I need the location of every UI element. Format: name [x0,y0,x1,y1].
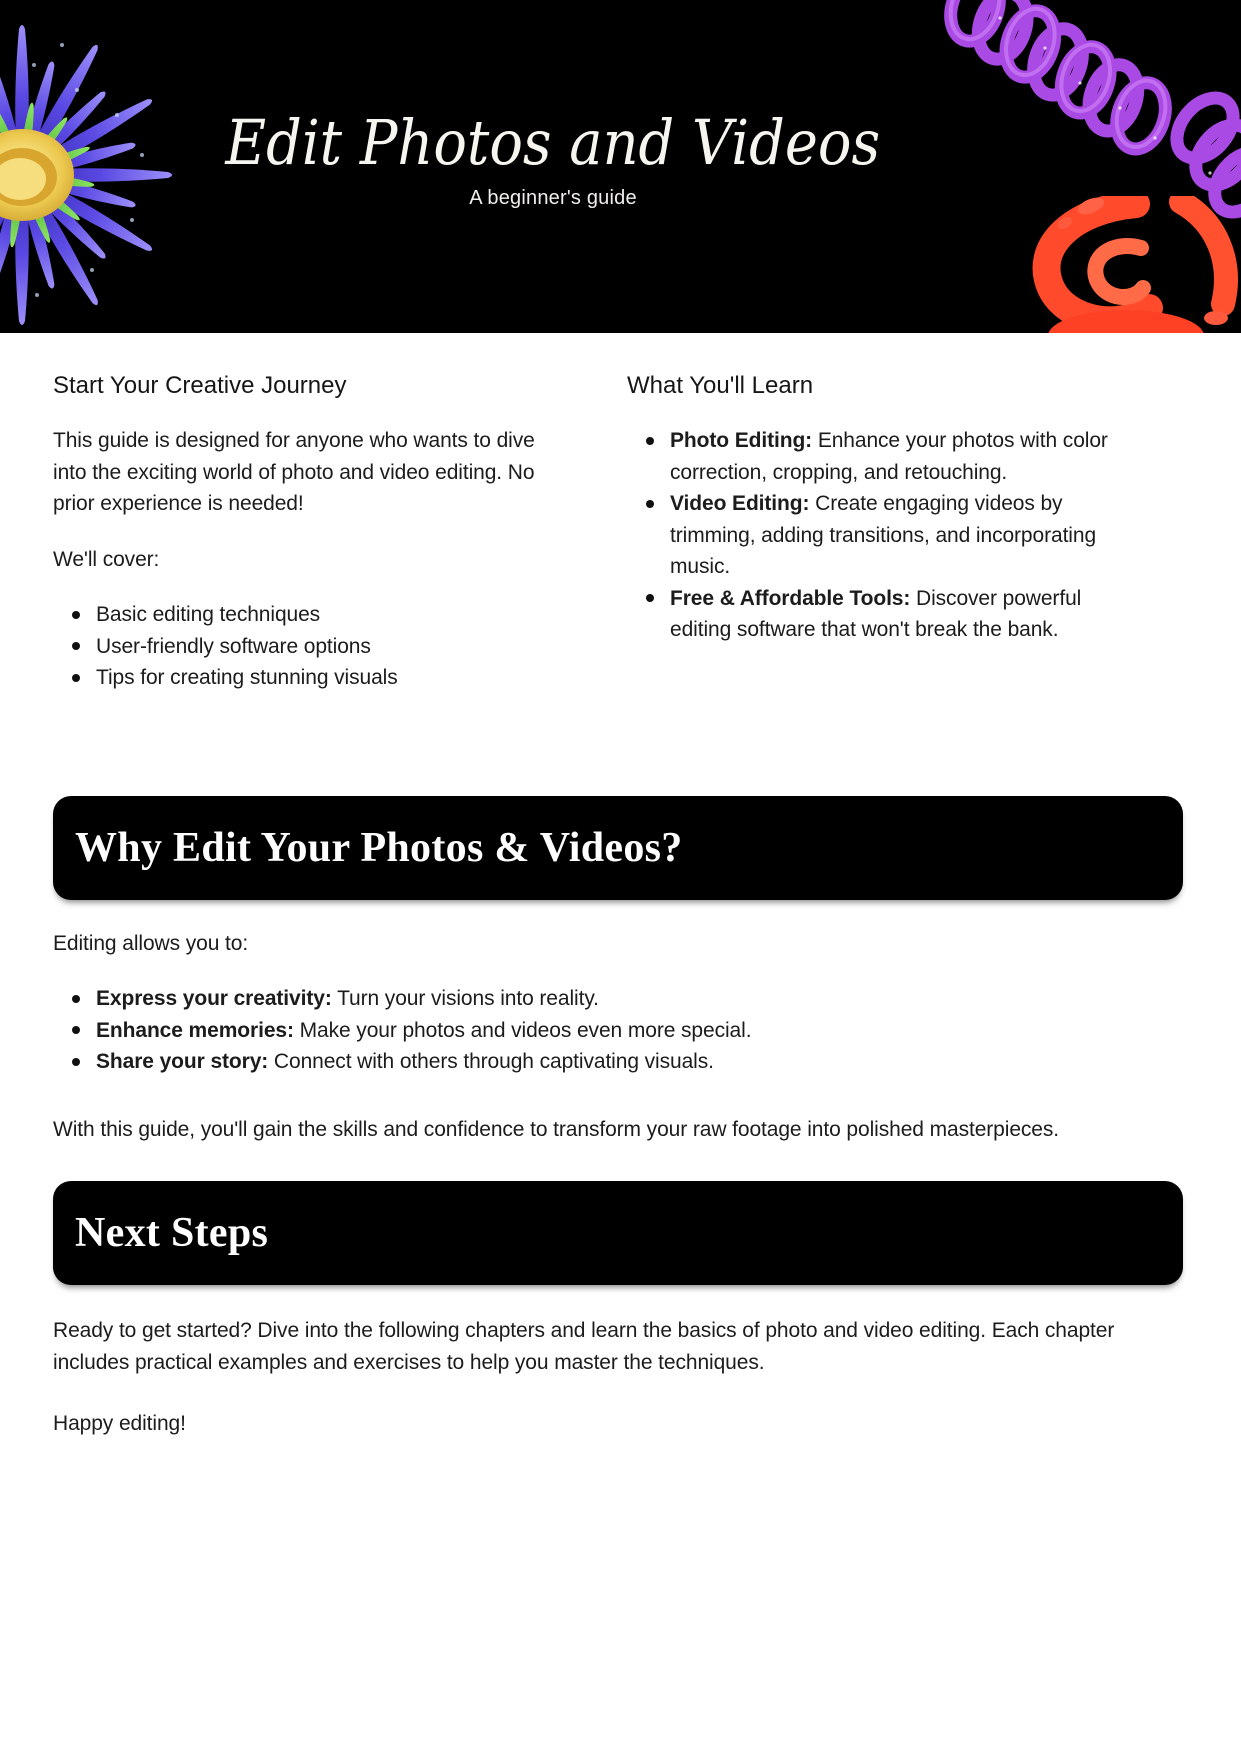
list-item: Basic editing techniques [53,599,573,631]
header-band [0,0,1241,333]
editing-allows-intro: Editing allows you to: [53,931,249,955]
section-heading-what-youll-learn: What You'll Learn [627,372,814,399]
banner-title: Next Steps [75,1210,269,1256]
list-item [53,1046,1183,1078]
intro-right-column [627,371,1115,694]
page-subtitle: A beginner's guide [469,187,637,210]
list-item-label: Enhance memories: [96,1018,294,1042]
list-item-text: Enhance your photos with color correction, cropping, and retouching. [670,429,1108,484]
section-heading-creative-journey: Start Your Creative Journey [53,372,347,399]
confidence-paragraph: With this guide, you'll gain the skills and confidence to transform your raw footage into polished masterpieces. [53,1117,1060,1141]
list-item: User-friendly software options [53,631,573,663]
banner-title: Why Edit Your Photos & Videos? [75,824,683,871]
closing-line: Happy editing! [53,1412,186,1435]
red-swirl-graphic [971,196,1241,333]
page-content [0,371,1241,1440]
list-item-text: Create engaging videos by trimming, adding transitions, and incorporating music. [670,492,1097,578]
cover-list [53,599,573,694]
intro-paragraph: This guide is designed for anyone who wants to dive into the exciting world of photo and video editing. No prior experience is needed! [53,429,535,515]
cover-list-intro: We'll cover: [53,547,160,571]
list-item [627,425,1115,488]
list-item [53,983,1183,1015]
list-item-label: Free & Affordable Tools: [670,586,911,610]
list-item: Tips for creating stunning visuals [53,662,573,694]
list-item-label: Photo Editing: [670,429,813,452]
editing-benefits-list [53,983,1183,1078]
list-item [627,583,1115,646]
list-item [53,1015,1183,1047]
ready-paragraph: Ready to get started? Dive into the following chapters and learn the basics of photo and video editing. Each chapter includes practical examples and exercises to help you master the techniques. [53,1319,1115,1374]
list-item-text: Make your photos and videos even more special. [293,1018,752,1042]
list-item-text: Discover powerful editing software that won't break the bank. [670,586,1082,641]
list-item-label: Share your story: [96,1050,269,1073]
learn-list [627,425,1115,646]
intro-left-column [53,371,573,694]
list-item [627,488,1115,583]
header-text-block [0,0,1106,210]
banner-why-edit [53,796,1183,900]
list-item-text: Turn your visions into reality. [331,987,599,1010]
intro-columns [53,371,1183,694]
list-item-label: Express your creativity: [96,987,332,1010]
list-item-text: Connect with others through captivating visuals. [268,1050,714,1073]
page-title: Edit Photos and Videos [225,106,881,179]
banner-next-steps [53,1181,1183,1285]
list-item-label: Video Editing: [670,492,810,515]
